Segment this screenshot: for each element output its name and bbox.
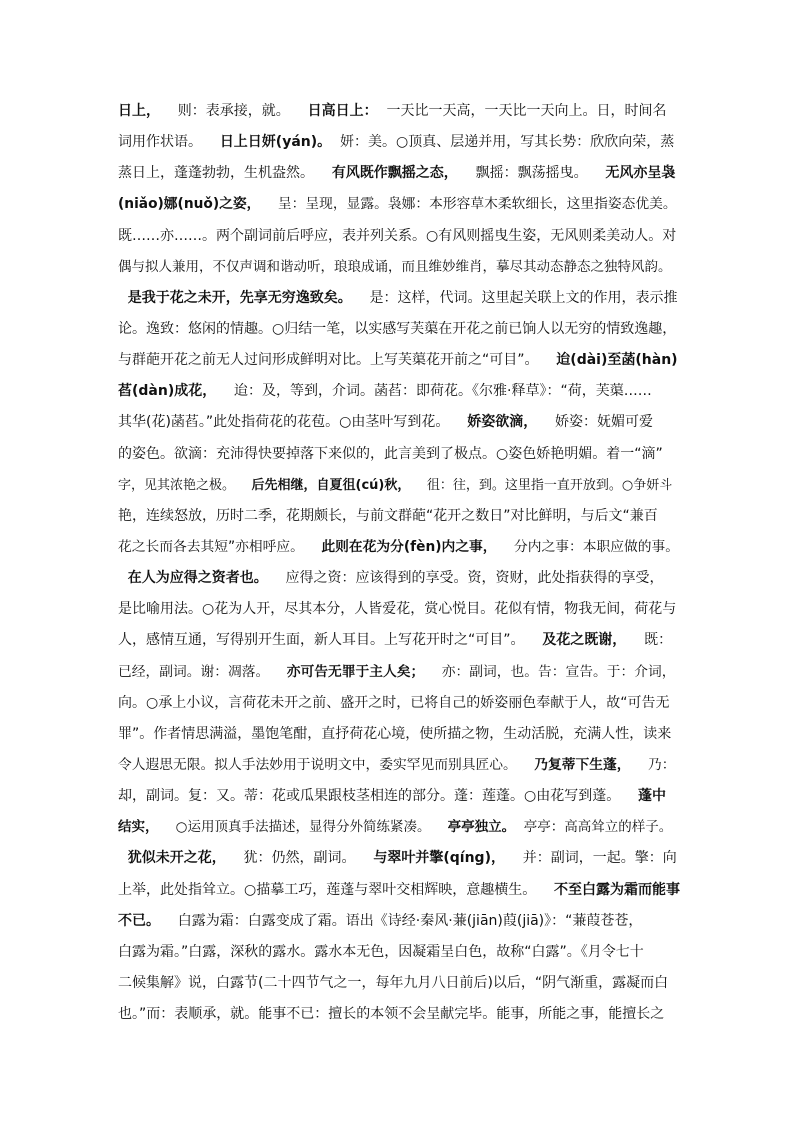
text-line: [118, 376, 680, 407]
annotation-segment: 令人遐思无限。拟人手法妙用于说明文中，委实罕见而别具匠心。: [118, 756, 535, 773]
bold-quote-segment: 娇姿欲滴，: [467, 414, 538, 431]
annotation-segment: 的姿色。欲滴：充沛得快要掉落下来似的，此言美到了极点。○姿色娇艳明媚。着一“滴”: [118, 445, 663, 462]
text-line: [118, 345, 680, 376]
annotation-segment: 乃：: [630, 756, 676, 773]
bold-quote-segment: 日高日上：: [307, 103, 378, 119]
annotation-segment: 花之长而各去其短”亦相呼应。: [118, 538, 322, 555]
bold-quote-segment: (niǎo)娜(nuǒ)之姿，: [118, 196, 261, 213]
bold-quote-segment: 不至白露为霜而能事: [554, 881, 680, 898]
annotation-segment: 是：这样，代词。这里起关联上文的作用，表示推: [351, 289, 678, 306]
text-line: [118, 96, 680, 127]
bold-quote-segment: 亭亭独立。: [447, 819, 516, 836]
text-line: [118, 501, 680, 532]
bold-quote-segment: 乃复蒂下生蓬，: [534, 756, 631, 773]
bold-quote-segment: 与翠叶并擎(qíng)，: [373, 850, 505, 867]
annotation-segment: 也。”而：表顺承，就。能事不已：擅长的本领不会呈献完毕。能事，所能之事，能擅长之: [118, 1006, 665, 1023]
annotation-segment: 向。○承上小议，言荷花未开之前、盛开之时，已将自己的娇姿丽色奉献于人，故“可告无: [118, 694, 670, 711]
annotation-segment: 分内之事：本职应做的事。: [496, 538, 680, 555]
annotation-segment: 白露为霜：白露变成了霜。语出《诗经·秦风·蒹(jiān)葭(jiā)》：“蒹葭苍苍，: [160, 912, 643, 929]
annotation-segment: 上举，此处指耸立。○描摹工巧，莲蓬与翠叶交相辉映，意趣横生。: [118, 881, 555, 898]
annotation-segment: 应得之资：应该得到的享受。资，资财，此处指获得的享受，: [267, 570, 664, 587]
annotation-text-block: [118, 96, 680, 1030]
annotation-segment: 徂：往，到。这里指一直开放到。○争妍斗: [410, 477, 673, 493]
bold-quote-segment: 日上，: [118, 103, 160, 119]
annotation-segment: 犹：仍然，副词。: [225, 850, 374, 867]
annotation-segment: 妍：美。○顶真、层递并用，写其长势：欣欣向荣，蒸: [331, 134, 675, 151]
annotation-segment: 却，副词。复：又。蒂：花或瓜果跟枝茎相连的部分。蓬：莲蓬。○由花写到蓬。: [118, 788, 639, 805]
annotation-segment: 白露为霜。”白露，深秋的露水。露水本无色，因凝霜呈白色，故称“白露”。《月令七十: [118, 943, 644, 960]
annotation-segment: 词用作状语。: [118, 134, 220, 151]
annotation-segment: 既……亦……。两个副词前后呼应，表并列关系。○有风则摇曳生姿，无风则柔美动人。对: [118, 227, 677, 244]
text-line: [118, 843, 680, 874]
bold-quote-segment: 迨(dài)至菡(hàn): [556, 352, 678, 369]
text-line: [118, 781, 680, 812]
annotation-segment: 二候集解》说，白露节(二十四节气之一，每年九月八日前后)以后，“阴气渐重，露凝而白: [118, 974, 669, 991]
text-line: [118, 625, 680, 656]
bold-quote-segment: 此则在花为分(fèn)内之事，: [321, 538, 497, 555]
text-line: [118, 968, 680, 999]
bold-quote-segment: 无风亦呈袅: [605, 165, 676, 182]
annotation-segment: 亦：副词，也。告：宣告。于：介词，: [424, 663, 676, 680]
text-line: [118, 563, 680, 594]
text-line: [118, 532, 680, 563]
text-line: [118, 283, 680, 314]
text-line: [118, 189, 680, 220]
text-line: [118, 252, 680, 283]
annotation-segment: 人，感情互通，写得别开生面，新人耳目。上写花开时之“可目”。: [118, 632, 543, 649]
text-line: [118, 158, 680, 189]
text-line: [118, 750, 680, 781]
text-line: [118, 657, 680, 688]
text-line: [118, 470, 680, 501]
annotation-segment: 一天比一天高，一天比一天向上。日，时间名: [377, 103, 667, 119]
text-line: [118, 812, 680, 843]
text-line: [118, 314, 680, 345]
bold-quote-segment: 犹似未开之花，: [118, 850, 226, 867]
annotation-segment: ○运用顶真手法描述，显得分外简练紧凑。: [158, 819, 448, 836]
annotation-segment: 飘摇：飘荡摇曳。: [457, 165, 606, 182]
annotation-segment: 则：表承接，就。: [160, 103, 308, 119]
annotation-segment: 迨：及，等到，介词。菡萏：即荷花。《尔雅·释草》：“荷，芙蕖……: [216, 383, 652, 400]
text-line: [118, 875, 680, 906]
annotation-segment: 已经，副词。谢：凋落。: [118, 663, 287, 680]
annotation-segment: 呈：呈现，显露。袅娜：本形容草木柔软细长，这里指姿态优美。: [260, 196, 677, 213]
annotation-segment: 蒸日上，蓬蓬勃勃，生机盎然。: [118, 165, 332, 182]
bold-quote-segment: 结实，: [118, 819, 159, 836]
annotation-segment: 罪”。作者情思满溢，墨饱笔酣，直抒荷花心境，使所描之物，生动活脱，充满人性，读来: [118, 725, 672, 742]
annotation-segment: 论。逸致：悠闲的情趣。○归结一笔，以实感写芙蕖在开花之前已饷人以无穷的情致逸趣，: [118, 320, 677, 337]
annotation-segment: 字，见其浓艳之极。: [118, 477, 252, 493]
bold-quote-segment: 后先相继，自夏徂(cú)秋，: [251, 477, 411, 493]
annotation-segment: 偶与拟人兼用，不仅声调和谐动听，琅琅成诵，而且维妙维肖，摹尽其动态静态之独特风韵。: [118, 258, 672, 275]
annotation-segment: 艳，连续怒放，历时二季，花期颇长，与前文群葩“花开之数日”对比鲜明，与后文“兼百: [118, 507, 658, 524]
bold-quote-segment: 日上日妍(yán)。: [219, 134, 332, 151]
bold-quote-segment: 亦可告无罪于主人矣；: [286, 663, 425, 680]
text-line: [118, 999, 680, 1030]
bold-quote-segment: 萏(dàn)成花，: [118, 383, 217, 400]
annotation-segment: 亭亭：高高耸立的样子。: [515, 819, 673, 836]
text-line: [118, 127, 680, 158]
text-line: [118, 221, 680, 252]
annotation-segment: 既：: [626, 632, 673, 649]
bold-quote-segment: 及花之既谢，: [542, 632, 627, 649]
bold-quote-segment: 蓬中: [638, 788, 667, 805]
annotation-segment: 其华(花)菡萏。”此处指荷花的花苞。○由茎叶写到花。: [118, 414, 468, 431]
text-line: [118, 688, 680, 719]
text-line: [118, 719, 680, 750]
text-line: [118, 407, 680, 438]
text-line: [118, 594, 680, 625]
bold-quote-segment: 在人为应得之资者也。: [118, 570, 268, 587]
bold-quote-segment: 是我于花之未开，先享无穷逸致矣。: [118, 289, 352, 306]
annotation-segment: 娇姿：妩媚可爱: [537, 414, 654, 431]
bold-quote-segment: 不已。: [118, 912, 160, 929]
text-line: [118, 439, 680, 470]
annotation-segment: 并：副词，一起。擎：向: [504, 850, 677, 867]
text-line: [118, 937, 680, 968]
annotation-segment: 与群葩开花之前无人过问形成鲜明对比。上写芙蕖花开前之“可目”。: [118, 352, 557, 369]
text-line: [118, 906, 680, 937]
annotation-segment: 是比喻用法。○花为人开，尽其本分，人皆爱花，赏心悦目。花似有情，物我无间，荷花与: [118, 601, 677, 618]
bold-quote-segment: 有风既作飘摇之态，: [331, 165, 458, 182]
